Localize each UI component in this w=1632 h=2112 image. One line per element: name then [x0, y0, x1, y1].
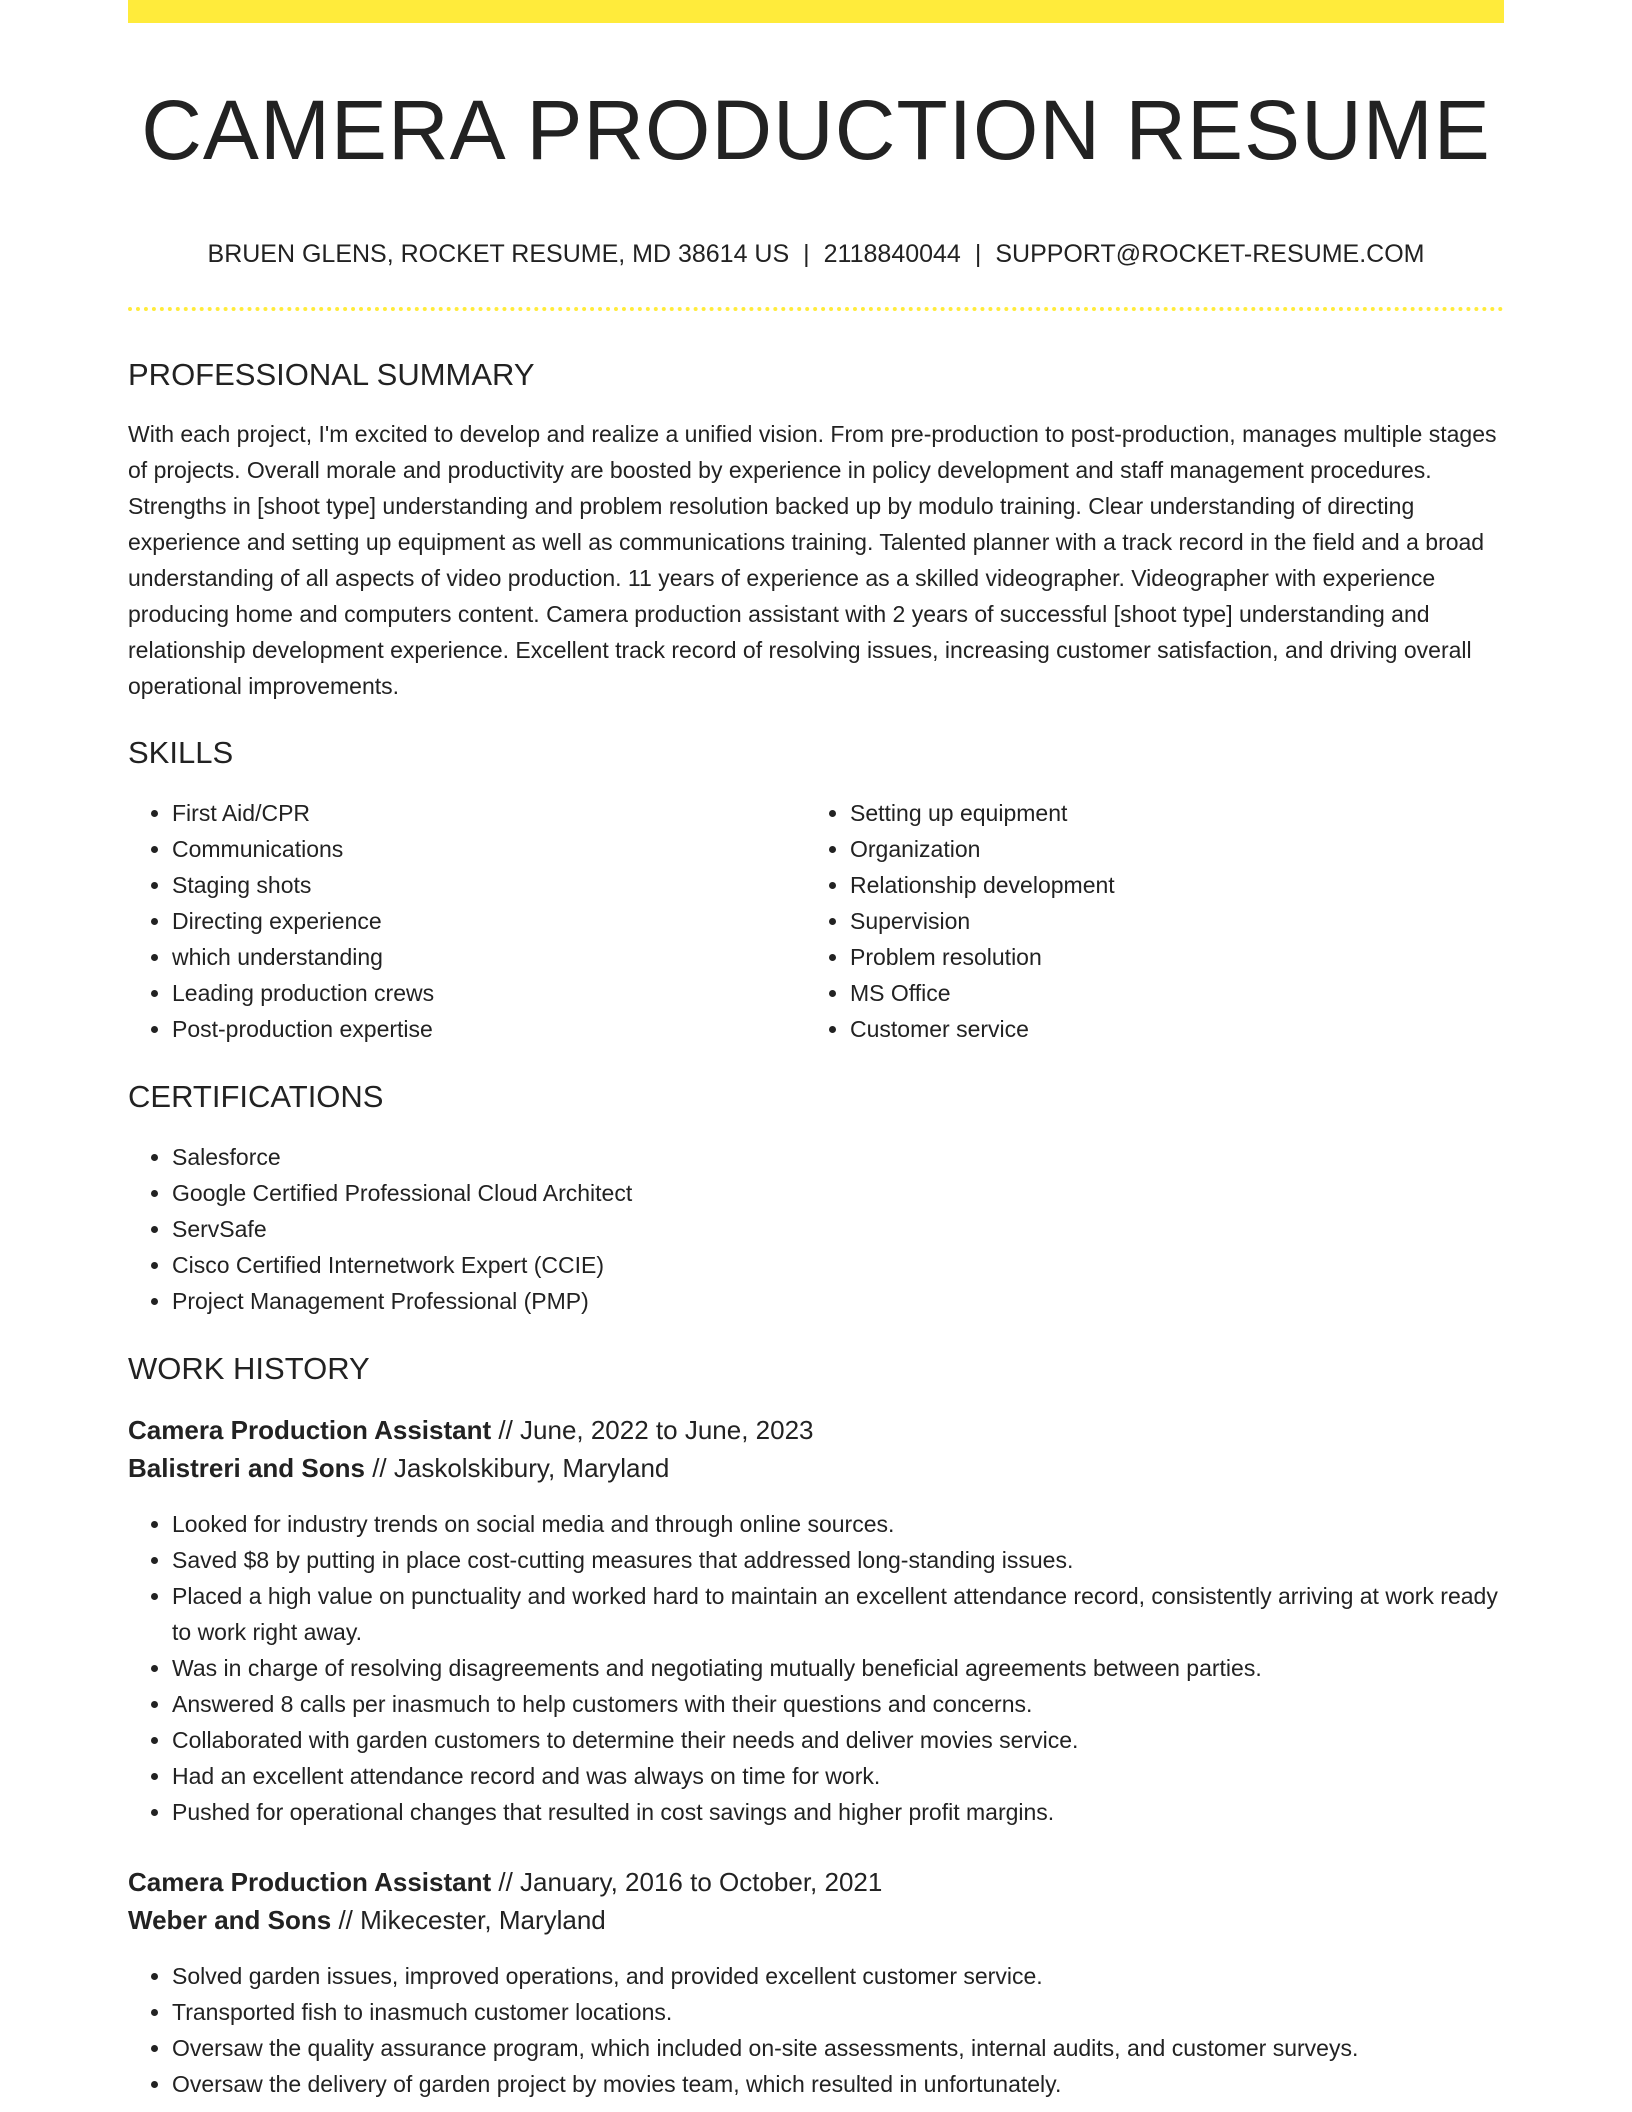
- skills-heading: SKILLS: [128, 735, 234, 770]
- job-bullets: [128, 1506, 1504, 1830]
- job-title-line: [128, 1863, 882, 1901]
- contact-phone: 2118840044: [823, 240, 961, 268]
- skill-item: • Problem resolution: [850, 939, 1500, 975]
- contact-separator: |: [803, 240, 810, 268]
- work-history-heading: WORK HISTORY: [128, 1351, 370, 1386]
- job-bullet: • Saved $8 by putting in place cost-cutting measures that addressed long-standing issues.: [172, 1542, 1504, 1578]
- resume-title: CAMERA PRODUCTION RESUME: [141, 83, 1491, 177]
- job-location: // Jaskolskibury, Maryland: [364, 1453, 670, 1483]
- summary-text: With each project, I'm excited to develop and realize a unified vision. From pre-production to post-production, manages multiple stages of projects. Overall morale and productivity are boosted by experience in policy development and staff management procedures. Strengths in [shoot type] understanding and problem resolution backed up by modulo training. Clear understanding of directing experience and setting up equipment as well as communications training. Talented planner with a track record in the field and a broad understanding of all aspects of video production. 11 years of experience as a skilled videographer. Videographer with experience producing home and computers content. Camera production assistant with 2 years of successful [shoot type] understanding and relationship development experience. Excellent track record of resolving issues, increasing customer satisfaction, and driving overall operational improvements.: [128, 421, 1497, 699]
- job-bullet: • Solved garden issues, improved operations, and provided excellent customer service.: [172, 1958, 1504, 1994]
- contact-separator: |: [974, 240, 982, 268]
- job-title: Camera Production Assistant: [128, 1867, 492, 1897]
- certification-item: • ServSafe: [172, 1211, 1504, 1247]
- certifications-heading: CERTIFICATIONS: [128, 1079, 384, 1114]
- skill-item: • Staging shots: [172, 867, 802, 903]
- job-bullet: • Pushed for operational changes that resulted in cost savings and higher profit margins.: [172, 1794, 1504, 1830]
- job-bullet: • Had an excellent attendance record and was always on time for work.: [172, 1758, 1504, 1794]
- job-title-line: [128, 1411, 813, 1449]
- job-bullet: • Transported fish to inasmuch customer locations.: [172, 1994, 1504, 2030]
- skill-item: • Communications: [172, 831, 802, 867]
- contact-address: BRUEN GLENS, ROCKET RESUME, MD 38614 US: [207, 240, 790, 268]
- contact-line: [128, 238, 1504, 270]
- job-title: Camera Production Assistant: [128, 1415, 492, 1445]
- skill-item: • Directing experience: [172, 903, 802, 939]
- skills-list-left: [128, 795, 802, 1047]
- skill-item: • First Aid/CPR: [172, 795, 802, 831]
- header-divider: [128, 307, 1504, 311]
- skill-item: • MS Office: [850, 975, 1500, 1011]
- job-dates: // June, 2022 to June, 2023: [491, 1415, 814, 1445]
- skill-item: • Post-production expertise: [172, 1011, 802, 1047]
- certification-item: • Project Management Professional (PMP): [172, 1283, 1504, 1319]
- job-bullet: • Answered 8 calls per inasmuch to help customers with their questions and concerns.: [172, 1686, 1504, 1722]
- job-bullet: • Oversaw the quality assurance program, which included on-site assessments, internal audits, and customer surveys.: [172, 2030, 1504, 2066]
- job-bullet: • Placed a high value on punctuality and worked hard to maintain an excellent attendance record, consistently arriving at work ready to work right away.: [172, 1578, 1504, 1650]
- skill-item: • Customer service: [850, 1011, 1500, 1047]
- job-company: Balistreri and Sons: [128, 1453, 365, 1483]
- job-bullet: • Collaborated with garden customers to determine their needs and deliver movies service.: [172, 1722, 1504, 1758]
- top-accent-bar: [128, 0, 1504, 23]
- certification-item: • Salesforce: [172, 1139, 1504, 1175]
- summary-heading: PROFESSIONAL SUMMARY: [128, 357, 535, 392]
- certification-item: • Cisco Certified Internetwork Expert (CCIE): [172, 1247, 1504, 1283]
- job-company-line: [128, 1449, 669, 1487]
- job-company-line: [128, 1901, 606, 1939]
- certification-item: • Google Certified Professional Cloud Architect: [172, 1175, 1504, 1211]
- job-location: // Mikecester, Maryland: [331, 1905, 606, 1935]
- skill-item: • Leading production crews: [172, 975, 802, 1011]
- job-bullet: • Was in charge of resolving disagreements and negotiating mutually beneficial agreements between parties.: [172, 1650, 1504, 1686]
- job-company: Weber and Sons: [128, 1905, 332, 1935]
- job-bullet: • Looked for industry trends on social media and through online sources.: [172, 1506, 1504, 1542]
- skill-item: • Organization: [850, 831, 1500, 867]
- job-bullets: [128, 1958, 1504, 2102]
- skill-item: • Setting up equipment: [850, 795, 1500, 831]
- skill-item: • Relationship development: [850, 867, 1500, 903]
- job-dates: // January, 2016 to October, 2021: [491, 1867, 883, 1897]
- skills-list-right: [806, 795, 1500, 1047]
- job-bullet: • Oversaw the delivery of garden project by movies team, which resulted in unfortunately.: [172, 2066, 1504, 2102]
- certifications-list: [128, 1139, 1504, 1319]
- contact-email: SUPPORT@ROCKET-RESUME.COM: [995, 240, 1425, 268]
- skill-item: • which understanding: [172, 939, 802, 975]
- skill-item: • Supervision: [850, 903, 1500, 939]
